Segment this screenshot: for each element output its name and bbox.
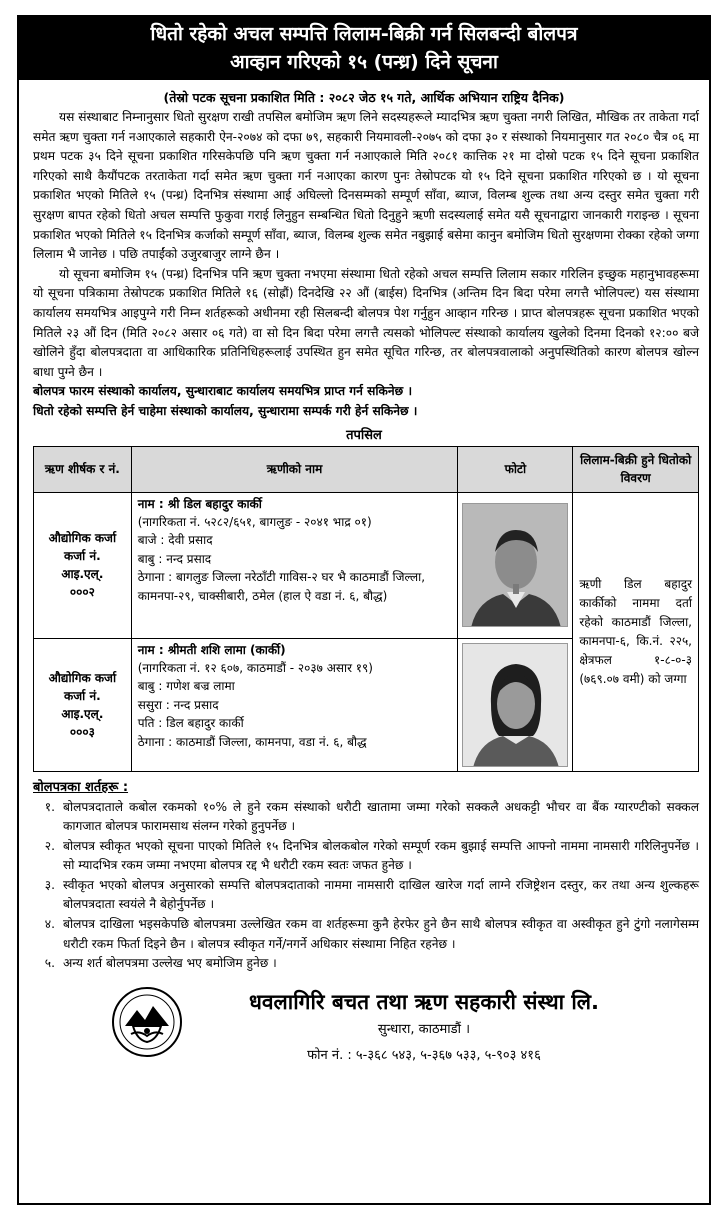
body-paragraph-1: यस संस्थाबाट निम्नानुसार धितो सुरक्षण राखी तपसिल बमोजिम ऋण लिने सदस्यहरूले म्यादभित्र ऋण चुक्ता नगरी लिखित, मौखिक तर ताकेता गर्दा समेत ऋण चुक्ता गर्न नआएकाले सहकारी ऐन-२०७४ को दफा ७९, सहकारी नियमावली-२०७५ को दफा ३० र संस्थाको नियमानुसार गत २०८० चैत्र ०६ मा प्रथम पटक ३५ दिने सूचना प्रकाशित गरिसकेपछि पनि ऋण चुक्ता गर्न नआएकाले मिति २०८१ कात्तिक २१ मा दोस्रो पटक १५ दिने सूचना प्रकाशित गरिएको साथै कैयौंपटक तरताकेता गर्दा समेत ऋण चुक्ता गर्न नआएका कारण पुनः तेस्रोपटक यो १५ दिने सूचना प्रकाशित गरिएको छ । यो सूचना प्रकाशित भएको मितिले १५ (पन्ध्र) दिनभित्र संस्थामा आई अघिल्लो दिनसम्मको सम्पूर्ण साँवा, ब्याज, विलम्ब शुल्क तथा अन्य दस्तुर समेत चुक्ता गरी सुरक्षण बापत रहेको धितो अचल सम्पत्ति फुकुवा गराई लिनुहुन सम्बन्धित धितो दिनुहुने ऋणी सदस्यलाई समेत यसै सूचनाद्वारा जानकारी गराइन्छ । सूचना प्रकाशित भएको मितिले १५ दिनभित्र कर्जाको सम्पूर्ण साँवा, ब्याज, विलम्ब शुल्क समेत नबुझाई बसेमा कानुन बमोजिम धितो सुरक्षणमा रोक्का रहेको जग्गा लिलाम भै जानेछ । पछि तपाईंको उजुरबाजुर लाग्ने छैन । bbox=[33, 110, 699, 262]
borrower-photo bbox=[462, 503, 568, 627]
notice bbox=[17, 15, 711, 1205]
term-text: अन्य शर्त बोलपत्रमा उल्लेख भए बमोजिम हुनेछ । bbox=[63, 956, 277, 971]
header-asset-detail: लिलाम-बिक्री हुने धितोको विवरण bbox=[573, 446, 699, 492]
borrower-citizenship: (नागरिकता नं. ५२८२/६५१, बागलुङ - २०४१ भाद्र ०१) bbox=[137, 514, 372, 529]
list-item bbox=[33, 837, 699, 876]
term-number: २. bbox=[44, 838, 55, 853]
organization-address: सुन्धारा, काठमाडौं । bbox=[377, 1021, 471, 1037]
cooperative-logo-icon bbox=[111, 986, 183, 1058]
notice-title-line2: आव्हान गरिएको १५ (पन्ध्र) दिने सूचना bbox=[230, 51, 498, 73]
loan-no-label: कर्जा नं. bbox=[64, 549, 101, 563]
terms-list bbox=[19, 798, 709, 974]
header-photo: फोटो bbox=[458, 446, 573, 492]
property-inspection-note: धितो रहेको सम्पत्ति हेर्न चाहेमा संस्थाको कार्यालय, सुन्धारामा सम्पर्क गरी हेर्न सकिनेछ । bbox=[33, 403, 418, 418]
loan-code: आइ.एल्. bbox=[61, 567, 104, 581]
borrower-husband: पति : डिल बहादुर कार्की bbox=[137, 716, 244, 731]
term-text: बोलपत्र दाखिला भइसकेपछि बोलपत्रमा उल्लेखित रकम वा शर्तहरूमा कुनै हेरफेर हुने छैन साथै बोलपत्र स्वीकृत वा अस्वीकृत हुने टुंगो नलागेसम्म धरौटी रकम फिर्ता दिइने छैन । बोलपत्र स्वीकृत गर्ने/नगर्ने अधिकार संस्थामा निहित रहनेछ । bbox=[63, 917, 699, 951]
term-number: १. bbox=[44, 799, 55, 814]
borrower-cell bbox=[131, 492, 458, 638]
term-number: ५. bbox=[44, 956, 55, 971]
term-number: ३. bbox=[44, 877, 55, 892]
term-number: ४. bbox=[44, 917, 55, 932]
header-borrower-name: ऋणीको नाम bbox=[131, 446, 458, 492]
term-text: बोलपत्र स्वीकृत भएको सूचना पाएको मितिले १५ दिनभित्र बोलकबोल गरेको सम्पूर्ण रकम बुझाई सम्पत्ति आफ्नो नाममा नामसारी गरिलिनुपर्नेछ । सो म्यादभित्र रकम जम्मा नभएमा बोलपत्र रद्द भै धरौटी रकम स्वतः जफत हुनेछ । bbox=[63, 838, 699, 873]
details-caption: तपसिल bbox=[346, 427, 382, 443]
details-table-header bbox=[34, 446, 699, 492]
loan-title-cell bbox=[34, 638, 132, 771]
asset-detail-cell: ऋणी डिल बहादुर कार्कीको नाममा दर्ता रहेको काठमाडौं जिल्ला, कामनपा-६, कि.नं. २२५, क्षेत्रफल १-८-०-३ (७६९.०७ वमी) को जग्गा bbox=[573, 492, 699, 771]
terms-heading: बोलपत्रका शर्तहरू : bbox=[33, 779, 129, 795]
man-portrait-icon bbox=[463, 504, 568, 627]
loan-number: ०००२ bbox=[69, 585, 95, 599]
list-item bbox=[33, 798, 699, 837]
term-text: स्वीकृत भएको बोलपत्र अनुसारको सम्पत्ति बोलपत्रदाताको नाममा नामसारी दाखिल खारेज गर्दा लाग्ने रजिष्ट्रेशन दस्तुर, कर तथा अन्य शुल्कहरू बोलपत्रदाता स्वयंले नै बेहोर्नुपर्नेछ । bbox=[63, 877, 699, 912]
loan-no-label: कर्जा नं. bbox=[64, 688, 101, 703]
borrower-father: बाबु : गणेश बज्र लामा bbox=[137, 679, 235, 694]
loan-code: आइ.एल्. bbox=[61, 706, 104, 721]
borrower-photo bbox=[462, 643, 568, 767]
woman-portrait-icon bbox=[463, 644, 568, 767]
borrower-grandfather: बाजे : देवी प्रसाद bbox=[137, 533, 213, 548]
borrower-address: ठेगाना : काठमाडौं जिल्ला, कामनपा, वडा नं. ६, बौद्ध bbox=[137, 734, 367, 749]
organization-phone: फोन नं. : ५-३६८ ५४३, ५-३६७ ५३३, ५-९०३ ४१६ bbox=[307, 1047, 541, 1063]
loan-number: ०००३ bbox=[69, 724, 95, 739]
notice-footer bbox=[19, 986, 709, 1078]
list-item bbox=[33, 954, 699, 974]
loan-title-cell bbox=[34, 492, 132, 638]
photo-cell bbox=[458, 492, 573, 638]
list-item bbox=[33, 915, 699, 954]
body-paragraph-2: यो सूचना बमोजिम १५ (पन्ध्र) दिनभित्र पनि ऋण चुक्ता नभएमा संस्थामा धितो रहेको अचल सम्पत्ति लिलाम सकार गरिलिन इच्छुक महानुभावहरूमा यो सूचना पत्रिकामा तेस्रोपटक प्रकाशित मितिले १६ (सोह्रौं) दिनदेखि २२ औं (बाईस) दिनभित्र (अन्तिम दिन बिदा परेमा लगत्तै भोलिपल्ट) यस संस्थामा कार्यालय समयभित्र आइपुग्ने गरी निम्न शर्तहरूको अधीनमा रही सिलबन्दी बोलपत्र पेश गर्नुहुन आव्हान गरिन्छ । प्राप्त बोलपत्रहरू सूचना प्रकाशित भएको मितिले २३ औं दिन (मिति २०८२ असार ०६ गते) वा सो दिन बिदा परेमा लगत्तै त्यसको भोलिपल्ट संस्थाको कार्यालय खुलेको दिनमा दिनको १२:०० बजे खोलिने हुँदा बोलपत्रदाता वा आधिकारिक प्रतिनिधिहरूलाई उपस्थित हुन समेत सूचित गरिन्छ, तर बोलपत्रवालाको अनुपस्थितिको कारण बोलपत्र खोल्न बाधा पुग्ने छैन । bbox=[33, 266, 699, 379]
notice-body bbox=[19, 108, 709, 422]
organization-name: धवलागिरि बचत तथा ऋण सहकारी संस्था लि. bbox=[248, 989, 600, 1014]
notice-title-banner bbox=[19, 17, 709, 80]
borrower-citizenship: (नागरिकता नं. १२ ६०७, काठमाडौं - २०३७ असार १९) bbox=[137, 660, 373, 675]
borrower-father: बाबु : नन्द प्रसाद bbox=[137, 551, 212, 566]
loan-type: औद्योगिक कर्जा bbox=[48, 670, 117, 685]
borrower-father-in-law: ससुरा : नन्द प्रसाद bbox=[137, 697, 219, 712]
bid-form-availability: बोलपत्र फारम संस्थाको कार्यालय, सुन्धाराबाट कार्यालय समयभित्र प्राप्त गर्न सकिनेछ । bbox=[33, 384, 413, 399]
term-text: बोलपत्रदाताले कबोल रकमको १०% ले हुने रकम संस्थाको धरौटी खातामा जम्मा गरेको सक्कलै अधकट्टी भौचर वा बैंक ग्यारण्टीको सक्कल कागजात बोलपत्र फारामसाथ संलग्न गरेको हुनुपर्नेछ । bbox=[63, 799, 699, 834]
details-table bbox=[33, 446, 699, 772]
table-row bbox=[34, 492, 699, 638]
notice-title-line1: धितो रहेको अचल सम्पत्ति लिलाम-बिक्री गर्न सिलबन्दी बोलपत्र bbox=[150, 23, 578, 45]
publication-line: (तेस्रो पटक सूचना प्रकाशित मिति : २०८२ जेठ १५ गते, आर्थिक अभियान राष्ट्रिय दैनिक) bbox=[163, 90, 565, 105]
header-loan-title: ऋण शीर्षक र नं. bbox=[34, 446, 132, 492]
loan-type: औद्योगिक कर्जा bbox=[48, 531, 117, 545]
borrower-address: ठेगाना : बागलुङ जिल्ला नरेठाँटी गाविस-२ घर भै काठमाडौं जिल्ला, कामनपा-२९, चाक्सीबारी, ठमेल (हाल ऐ वडा नं. ६, बौद्ध) bbox=[137, 570, 426, 603]
borrower-name: नाम : श्रीमती शशि लामा (कार्की) bbox=[137, 642, 286, 657]
borrower-cell bbox=[131, 638, 458, 771]
photo-cell bbox=[458, 638, 573, 771]
list-item bbox=[33, 876, 699, 915]
borrower-name: नाम : श्री डिल बहादुर कार्की bbox=[137, 496, 262, 511]
